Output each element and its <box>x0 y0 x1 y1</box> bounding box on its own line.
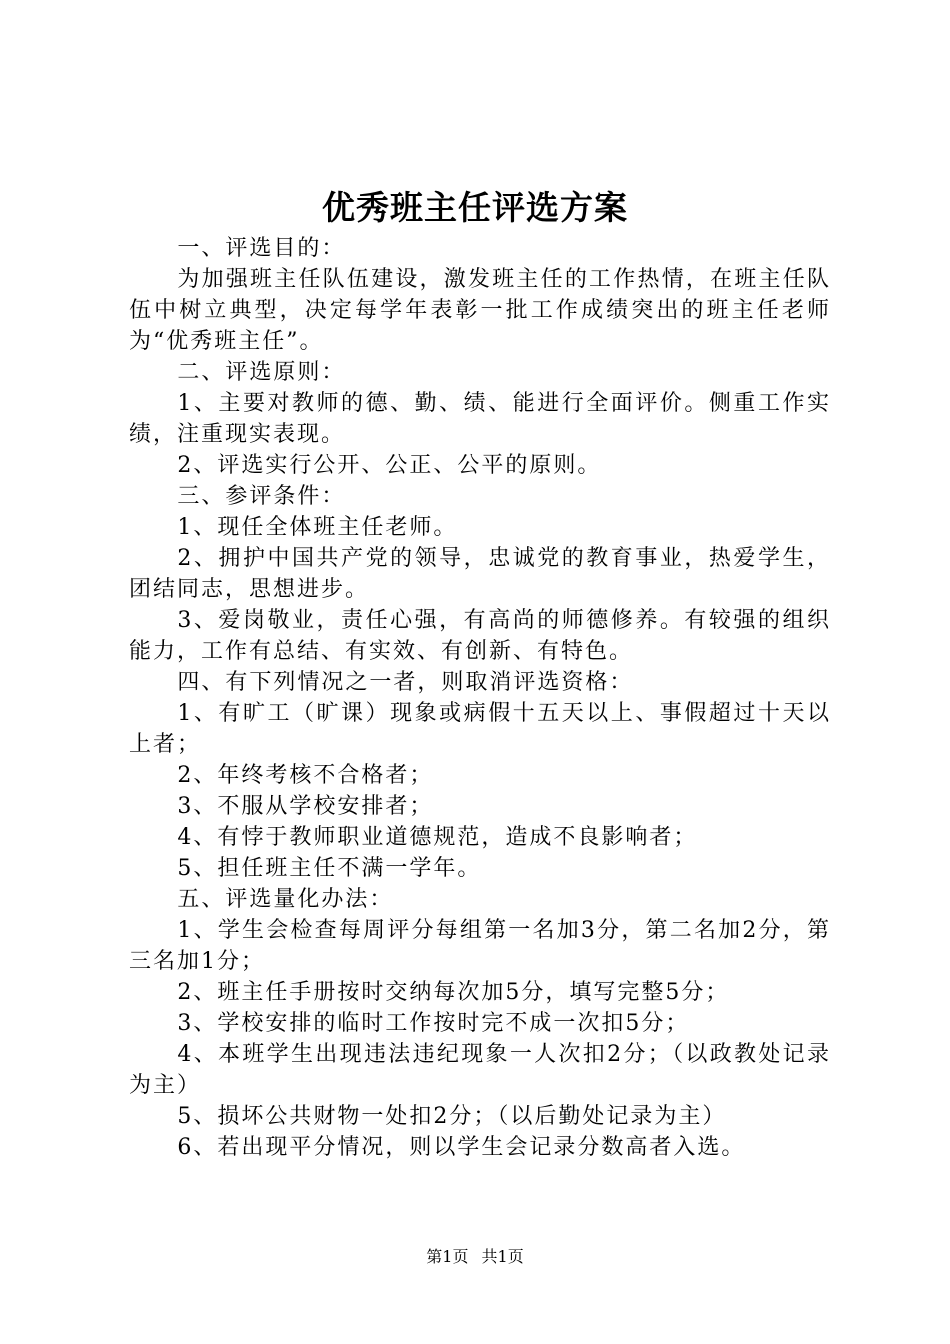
list-item: 1、有旷工（旷课）现象或病假十五天以上、事假超过十天以上者； <box>129 701 831 757</box>
list-item: 2、评选实行公开、公正、公平的原则。 <box>177 453 602 478</box>
page-total: 共1页 <box>481 1247 524 1266</box>
list-item: 5、损坏公共财物一处扣2分；（以后勤处记录为主） <box>177 1104 727 1129</box>
list-item: 3、不服从学校安排者； <box>177 794 434 819</box>
list-item: 2、年终考核不合格者； <box>177 763 434 788</box>
page-footer <box>0 1245 950 1269</box>
list-item: 2、拥护中国共产党的领导，忠诚党的教育事业，热爱学生，团结同志，思想进步。 <box>129 546 831 602</box>
page-number: 第1页 <box>426 1247 469 1266</box>
list-item: 3、爱岗敬业，责任心强，有高尚的师德修养。有较强的组织能力，工作有总结、有实效、有创新、有特色。 <box>129 608 831 664</box>
paragraph: 为加强班主任队伍建设，激发班主任的工作热情，在班主任队伍中树立典型，决定每学年表彰一批工作成绩突出的班主任老师为“优秀班主任”。 <box>129 267 831 354</box>
section-heading: 四、有下列情况之一者，则取消评选资格： <box>177 670 634 695</box>
section-heading: 二、评选原则： <box>177 360 346 385</box>
list-item: 4、本班学生出现违法违纪现象一人次扣2分；（以政教处记录为主） <box>129 1042 831 1098</box>
section-heading: 一、评选目的： <box>177 236 346 261</box>
list-item: 1、学生会检查每周评分每组第一名加3分，第二名加2分，第三名加1分； <box>129 918 831 974</box>
list-item: 1、现任全体班主任老师。 <box>177 515 458 540</box>
list-item: 2、班主任手册按时交纳每次加5分，填写完整5分； <box>177 980 730 1005</box>
document-body <box>129 233 831 1163</box>
list-item: 4、有悖于教师职业道德规范，造成不良影响者； <box>177 825 698 850</box>
list-item: 5、担任班主任不满一学年。 <box>177 856 482 881</box>
list-item: 6、若出现平分情况，则以学生会记录分数高者入选。 <box>177 1135 746 1160</box>
document-title: 优秀班主任评选方案 <box>322 188 628 227</box>
section-heading: 三、参评条件： <box>177 484 346 509</box>
section-heading: 五、评选量化办法： <box>177 887 394 912</box>
list-item: 1、主要对教师的德、勤、绩、能进行全面评价。侧重工作实绩，注重现实表现。 <box>129 391 831 447</box>
list-item: 3、学校安排的临时工作按时完不成一次扣5分； <box>177 1011 690 1036</box>
